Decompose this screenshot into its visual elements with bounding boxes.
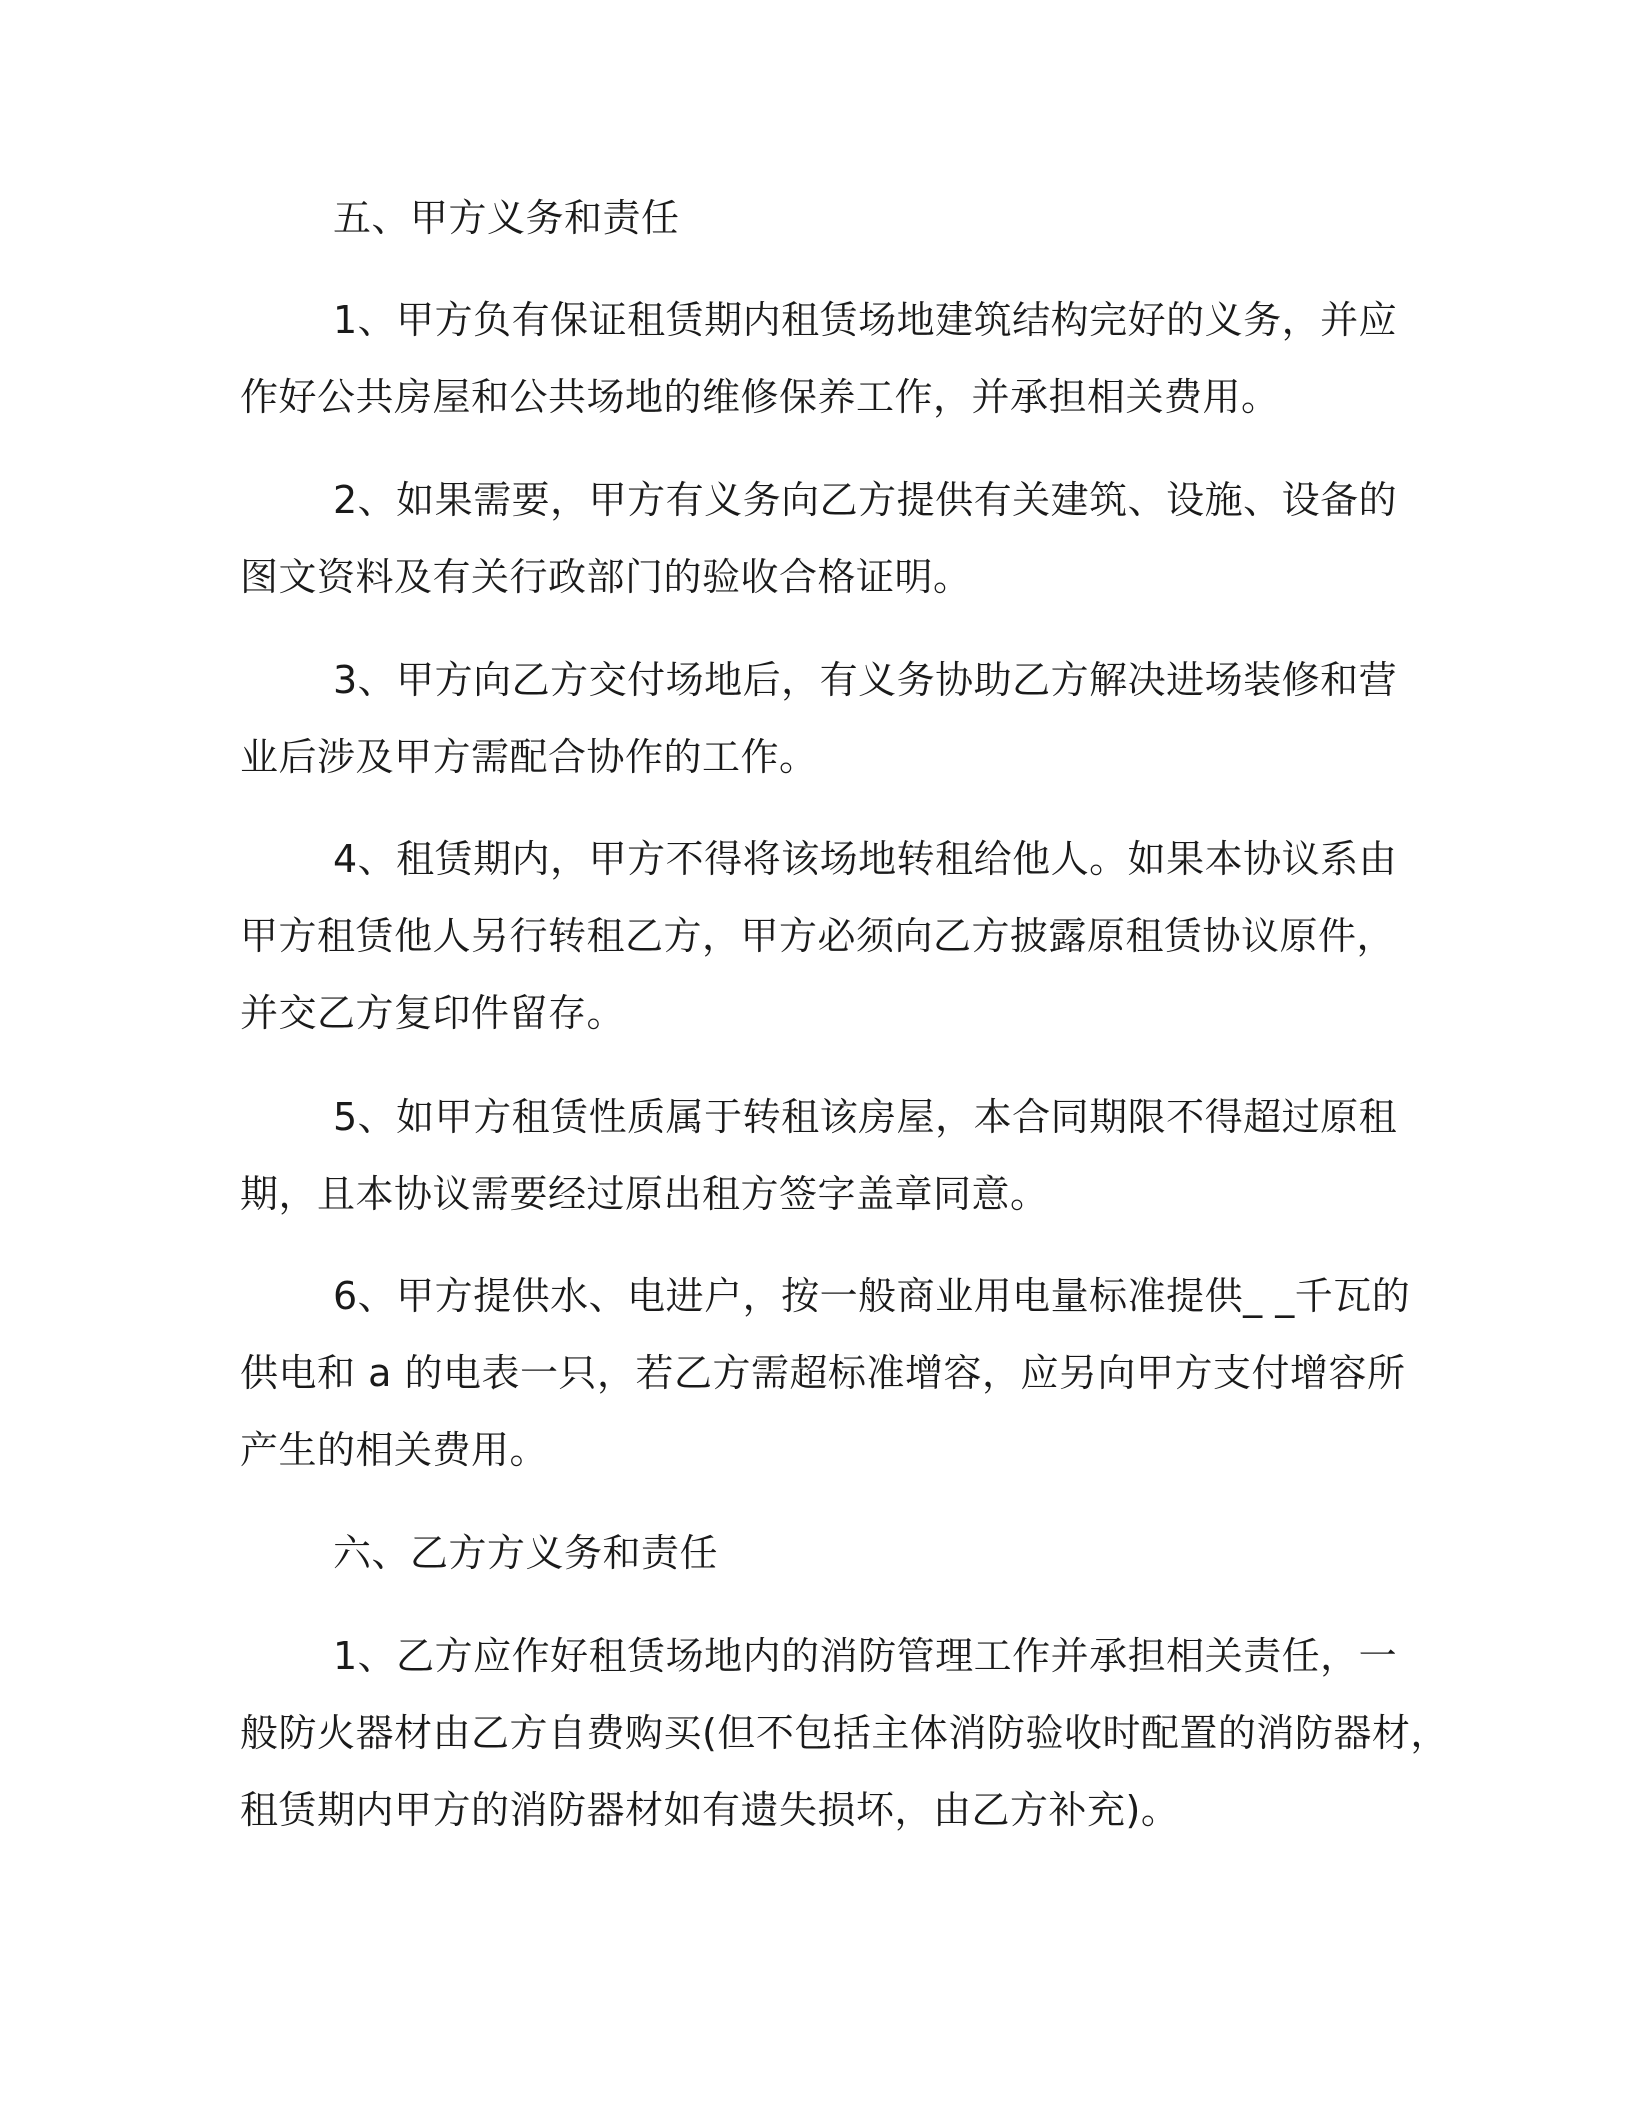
- item-5-2-line-1: 2、如果需要，甲方有义务向乙方提供有关建筑、设施、设备的: [333, 478, 1398, 522]
- item-6-1-line-1: 1、乙方应作好租赁场地内的消防管理工作并承担相关责任，一: [333, 1634, 1398, 1678]
- item-5-6-line-2: 供电和 a 的电表一只，若乙方需超标准增容，应另向甲方支付增容所: [240, 1351, 1406, 1395]
- item-5-6-line-1: 6、甲方提供水、电进户，按一般商业用电量标准提供_ _千瓦的: [333, 1274, 1411, 1318]
- section-6-heading: 六、乙方方义务和责任: [333, 1531, 719, 1575]
- item-6-1-line-2: 般防火器材由乙方自费购买(但不包括主体消防验收时配置的消防器材，: [240, 1711, 1449, 1755]
- item-5-4-line-1: 4、租赁期内，甲方不得将该场地转租给他人。如果本协议系由: [333, 837, 1398, 881]
- section-5-heading: 五、甲方义务和责任: [333, 196, 680, 240]
- item-5-5-line-2: 期，且本协议需要经过原出租方签字盖章同意。: [240, 1172, 1049, 1216]
- item-5-3-line-2: 业后涉及甲方需配合协作的工作。: [240, 735, 818, 779]
- item-5-3-line-1: 3、甲方向乙方交付场地后，有义务协助乙方解决进场装修和营: [333, 658, 1398, 702]
- item-5-4-line-2: 甲方租赁他人另行转租乙方，甲方必须向乙方披露原租赁协议原件，: [240, 914, 1396, 958]
- item-5-2-line-2: 图文资料及有关行政部门的验收合格证明。: [240, 555, 972, 599]
- item-6-1-line-3: 租赁期内甲方的消防器材如有遗失损坏，由乙方补充)。: [240, 1788, 1180, 1832]
- item-5-1-line-2: 作好公共房屋和公共场地的维修保养工作，并承担相关费用。: [240, 375, 1280, 419]
- item-5-5-line-1: 5、如甲方租赁性质属于转租该房屋，本合同期限不得超过原租: [333, 1095, 1398, 1139]
- item-5-6-line-3: 产生的相关费用。: [240, 1428, 549, 1472]
- item-5-4-line-3: 并交乙方复印件留存。: [240, 991, 626, 1035]
- item-5-1-line-1: 1、甲方负有保证租赁期内租赁场地建筑结构完好的义务，并应: [333, 298, 1398, 342]
